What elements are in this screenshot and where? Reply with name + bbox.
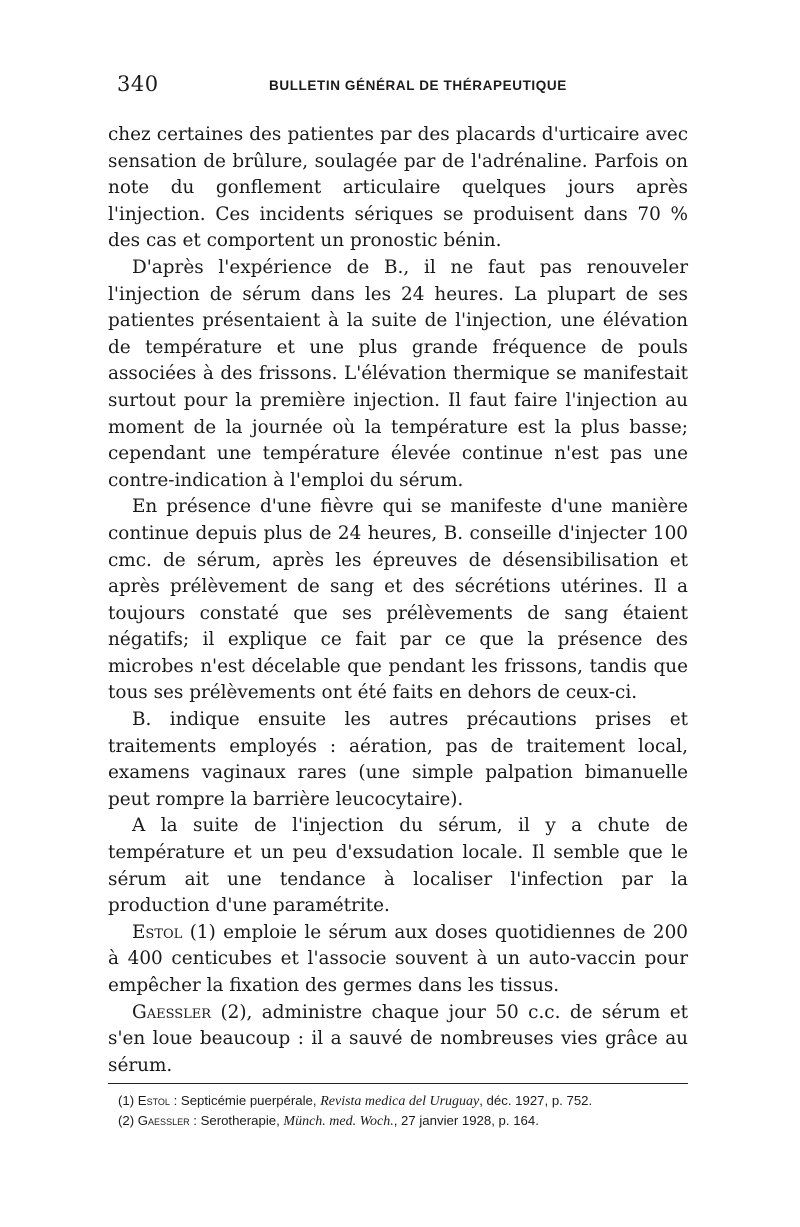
paragraph: D'après l'expérience de B., il ne faut pas renouveler l'injection de sérum dans les 24 heures. La plupart de ses patientes présentaient à la suite de l'injection, une élévation de température et une plus grande fréquence de pouls associées à des frissons. L'élévation thermique se manifestait surtout pour la première injection. Il faut faire l'injection au moment de la journée où la température est la plus basse; cependant une température élevée continue n'est pas une contre-indication à l'emploi du sérum. bbox=[108, 256, 688, 491]
paragraph: A la suite de l'injection du sérum, il y a chute de température et un peu d'exsudation locale. Il semble que le sérum ait une tendance à localiser l'infection par la production d'une paramétrite. bbox=[108, 815, 688, 917]
running-header bbox=[105, 72, 690, 102]
paragraph-gaessler bbox=[108, 1000, 688, 1080]
paragraph: chez certaines des patientes par des placards d'urticaire avec sensation de brûlure, soulagée par de l'adrénaline. Parfois on note du gonflement articulaire quelques jours après l'injection. Ces incidents sériques se produisent dans 70 % des cas et comportent un pronostic bénin. bbox=[108, 124, 688, 252]
author-name: Gaessler bbox=[132, 1001, 212, 1023]
footnote-marker: (2) bbox=[118, 1112, 135, 1128]
footnote-text: : Septicémie puerpérale, bbox=[169, 1093, 321, 1108]
paragraph-estol bbox=[108, 920, 688, 1000]
footnote-journal: Revista medica del Uruguay bbox=[320, 1094, 480, 1109]
paragraph-text: (2), administre chaque jour 50 c.c. de sérum et s'en loue beaucoup : il a sauvé de nombreuses vies grâce au sérum. bbox=[108, 1001, 688, 1076]
footnote-text: , 27 janvier 1928, p. 164. bbox=[393, 1112, 539, 1128]
footnote-text: : Serotherapie, bbox=[189, 1112, 284, 1128]
paragraph: En présence d'une fièvre qui se manifeste d'une manière continue depuis plus de 24 heures, B. conseille d'injecter 100 cmc. de sérum, après les épreuves de désensibilisation et après prélèvement de sang et des sécrétions utérines. Il a toujours constaté que ses prélèvements de sang étaient négatifs; il explique ce fait par ce que la présence des microbes n'est décelable que pendant les frissons, tandis que tous ses prélèvements ont été faits en dehors de ceux-ci. bbox=[108, 496, 688, 704]
footnote-marker: (1) bbox=[118, 1093, 135, 1108]
footnote-item bbox=[118, 1092, 688, 1112]
footnotes bbox=[118, 1092, 688, 1131]
author-name: Estol bbox=[132, 921, 183, 943]
body-text bbox=[108, 122, 688, 1079]
page-number: 340 bbox=[117, 72, 159, 96]
paragraph: B. indique ensuite les autres précautions prises et traitements employés : aération, pas de traitement local, examens vaginaux rares (une simple palpation bimanuelle peut rompre la barrière leucocytaire). bbox=[108, 709, 688, 810]
footnote-author: Estol bbox=[137, 1093, 170, 1108]
running-title: BULLETIN GÉNÉRAL DE THÉRAPEUTIQUE bbox=[269, 78, 567, 93]
paragraph-text: (1) emploie le sérum aux doses quotidiennes de 200 à 400 centicubes et l'associe souvent à un auto-vaccin pour empêcher la fixation des germes dans les tissus. bbox=[108, 921, 688, 996]
footnote-divider bbox=[108, 1083, 688, 1084]
footnote-item bbox=[118, 1112, 688, 1132]
footnote-text: , déc. 1927, p. 752. bbox=[479, 1093, 593, 1108]
footnote-author: Gaessler bbox=[137, 1112, 190, 1128]
footnote-journal: Münch. med. Woch. bbox=[283, 1113, 394, 1129]
